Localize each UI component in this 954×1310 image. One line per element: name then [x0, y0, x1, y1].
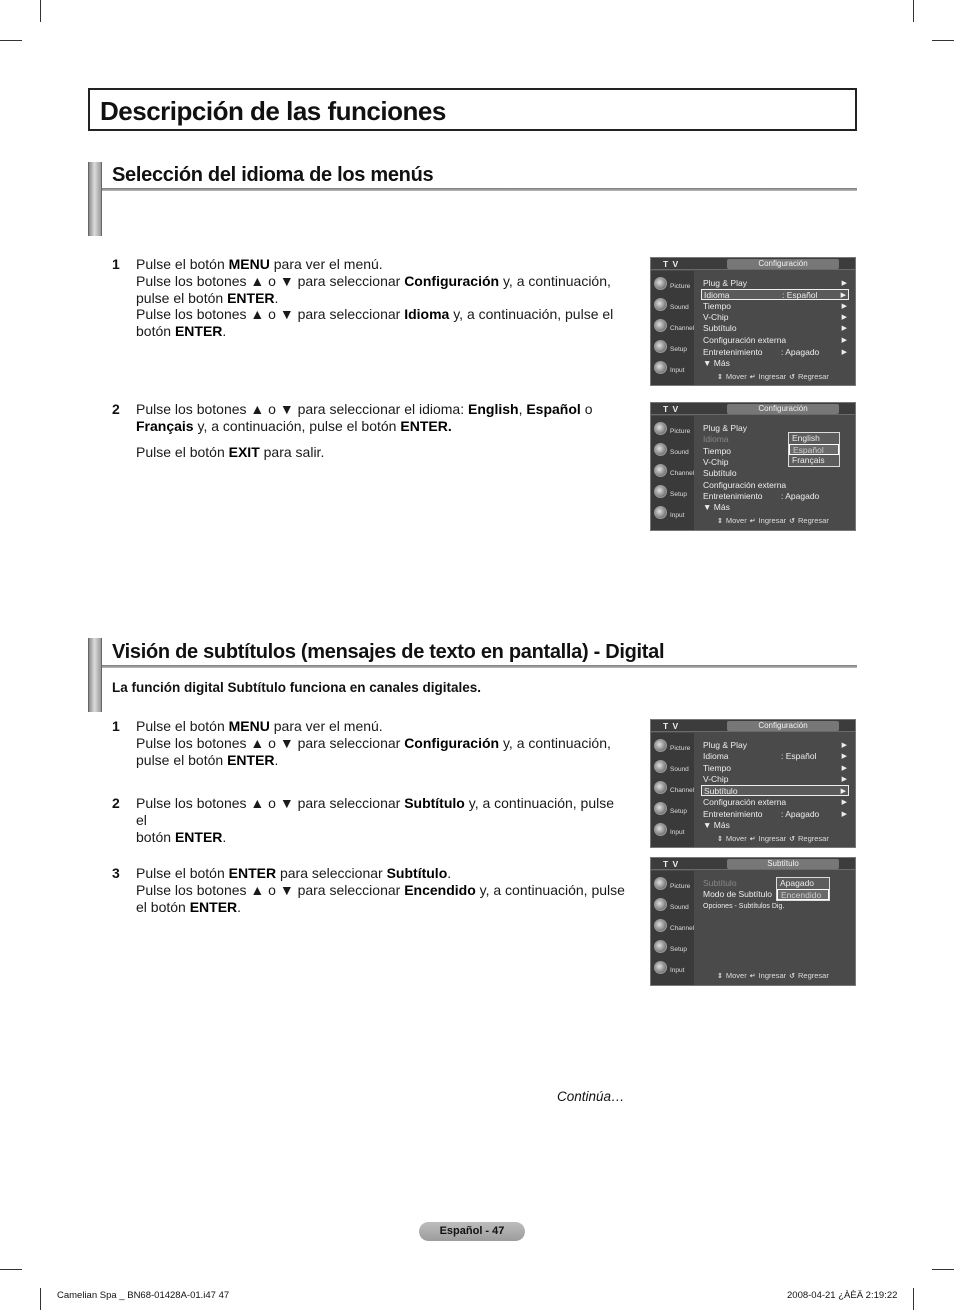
- crop-mark: [932, 40, 954, 41]
- crop-mark: [0, 1269, 22, 1270]
- sound-icon: Sound: [651, 296, 694, 317]
- setup-glyph: [654, 340, 667, 353]
- channel-icon: Channel: [651, 317, 694, 338]
- osd-item-subtitulo: Subtítulo ▶: [701, 785, 849, 796]
- print-footer-left: Camelian Spa _ BN68-01428A-01.i47 47: [57, 1290, 230, 1301]
- section-title-subtitles: Visión de subtítulos (mensajes de texto en pantalla) - Digital: [112, 641, 665, 663]
- osd-item-idioma: Idioma : Español ▶: [703, 751, 847, 761]
- section-rule: [102, 188, 857, 191]
- channel-icon: Channel: [651, 462, 694, 483]
- step-number: 1: [112, 256, 120, 272]
- osd-tv-label: T V: [663, 259, 680, 269]
- osd-item-tiempo: Tiempo: [703, 446, 732, 456]
- channel-glyph: [654, 319, 667, 332]
- sub-option-encendido: Encendido: [777, 889, 829, 900]
- osd-item-config-ext: Configuración externa: [703, 480, 787, 490]
- osd-more: ▼ Más: [703, 502, 730, 512]
- osd-more: ▼ Más: [703, 358, 730, 368]
- osd-item-entretenimiento: Entretenimiento : Apagado: [703, 491, 820, 501]
- channel-icon: Channel: [651, 779, 694, 800]
- input-glyph: [654, 361, 667, 374]
- tv-menu-screenshot: [650, 402, 856, 531]
- osd-item-entretenimiento: Entretenimiento : Apagado ▶: [703, 347, 847, 357]
- osd-tv-label: T V: [663, 859, 680, 869]
- osd-tv-label: T V: [663, 404, 680, 414]
- crop-mark: [913, 0, 914, 22]
- input-icon: Input: [651, 959, 694, 980]
- sound-icon: Sound: [651, 758, 694, 779]
- sound-icon: Sound: [651, 441, 694, 462]
- crop-mark: [40, 1288, 41, 1310]
- tv-menu-screenshot: [650, 857, 856, 986]
- osd-item-opciones: Opciones - Subtítulos Dig.: [703, 903, 785, 910]
- osd-nav-bar: ⇕ Mover ↵ Ingresar ↺ Regresar: [717, 372, 829, 381]
- osd-item-idioma: Idioma : Español ▶: [701, 289, 849, 300]
- step-number: 2: [112, 795, 120, 811]
- continued-note: Continúa…: [557, 1089, 625, 1104]
- tv-menu-screenshot: [650, 719, 856, 848]
- osd-item-modo: Modo de Subtítulo: [703, 889, 772, 899]
- picture-icon: Picture: [651, 420, 694, 441]
- crop-mark: [0, 40, 22, 41]
- osd-item-tiempo: Tiempo ▶: [703, 301, 847, 311]
- setup-icon: Setup: [651, 483, 694, 504]
- tv-menu-screenshot: [650, 257, 856, 386]
- step-number: 2: [112, 401, 120, 417]
- input-icon: Input: [651, 504, 694, 525]
- osd-item-vchip: V-Chip: [703, 457, 729, 467]
- setup-glyph: [654, 485, 667, 498]
- osd-more: ▼ Más: [703, 820, 730, 830]
- osd-item-subtitulo: Subtítulo: [703, 468, 737, 478]
- language-popup: [788, 432, 840, 467]
- setup-glyph: [654, 802, 667, 815]
- osd-item-plug: Plug & Play ▶: [703, 278, 847, 288]
- osd-tab: Configuración: [727, 721, 839, 731]
- osd-header: [651, 720, 855, 732]
- section-intro: La función digital Subtítulo funciona en canales digitales.: [112, 680, 482, 695]
- osd-item-tiempo: Tiempo ▶: [703, 763, 847, 773]
- step-text: Pulse el botón ENTER para seleccionar Subtítulo. Pulse los botones ▲ o ▼ para seleccionar Encendido y, a continuación, pulse el botón ENTER.: [136, 865, 625, 915]
- crop-mark: [932, 1269, 954, 1270]
- setup-icon: Setup: [651, 800, 694, 821]
- osd-nav-bar: ⇕ Mover ↵ Ingresar ↺ Regresar: [717, 971, 829, 980]
- input-glyph: [654, 823, 667, 836]
- picture-glyph: [654, 422, 667, 435]
- osd-tab: Configuración: [727, 404, 839, 414]
- section-title-language: Selección del idioma de los menús: [112, 164, 434, 186]
- picture-glyph: [654, 277, 667, 290]
- osd-item-plug: Plug & Play: [703, 423, 747, 433]
- setup-glyph: [654, 940, 667, 953]
- lang-option-francais: Français: [792, 455, 825, 465]
- picture-icon: Picture: [651, 875, 694, 896]
- lang-option-espanol: Español: [789, 444, 839, 455]
- crop-mark: [913, 1288, 914, 1310]
- page-title-box: [88, 88, 857, 131]
- section-rule: [102, 665, 857, 668]
- osd-item-vchip: V-Chip ▶: [703, 774, 847, 784]
- page-number-badge: Español - 47: [419, 1222, 525, 1241]
- step-text: Pulse los botones ▲ o ▼ para seleccionar el idioma: English, Español o Français y, a continuación, pulse el botón ENTER. Pulse el botón EXIT para salir.: [136, 401, 593, 460]
- page-title: Descripción de las funciones: [100, 96, 446, 126]
- picture-glyph: [654, 877, 667, 890]
- osd-header: [651, 258, 855, 270]
- input-icon: Input: [651, 359, 694, 380]
- osd-sidebar: [651, 871, 694, 985]
- step-text: Pulse el botón MENU para ver el menú. Pulse los botones ▲ o ▼ para seleccionar Configuración y, a continuación, pulse el botón ENTER. Pulse los botones ▲ o ▼ para seleccionar Idioma y, a continuación, pulse el botón ENTER.: [136, 256, 614, 340]
- step-number: 1: [112, 718, 120, 734]
- input-icon: Input: [651, 821, 694, 842]
- osd-header: [651, 403, 855, 415]
- osd-tab: Configuración: [727, 259, 839, 269]
- section-bar: [88, 638, 102, 712]
- sound-glyph: [654, 443, 667, 456]
- sound-icon: Sound: [651, 896, 694, 917]
- sub-option-apagado: Apagado: [780, 878, 815, 888]
- osd-item-vchip: V-Chip ▶: [703, 312, 847, 322]
- osd-sidebar: [651, 733, 694, 847]
- lang-option-english: English: [792, 433, 820, 443]
- osd-item-config-ext: Configuración externa ▶: [703, 335, 847, 345]
- osd-sidebar: [651, 416, 694, 530]
- channel-glyph: [654, 919, 667, 932]
- osd-header: [651, 858, 855, 870]
- step-text: Pulse los botones ▲ o ▼ para seleccionar Subtítulo y, a continuación, pulse el botón ENTER.: [136, 795, 615, 845]
- osd-item-subtitulo: Subtítulo ▶: [703, 323, 847, 333]
- picture-glyph: [654, 739, 667, 752]
- input-glyph: [654, 961, 667, 974]
- osd-item-config-ext: Configuración externa ▶: [703, 797, 847, 807]
- setup-icon: Setup: [651, 338, 694, 359]
- channel-icon: Channel: [651, 917, 694, 938]
- step-text: Pulse el botón MENU para ver el menú. Pulse los botones ▲ o ▼ para seleccionar Configuración y, a continuación, pulse el botón ENTER.: [136, 718, 611, 768]
- channel-glyph: [654, 781, 667, 794]
- setup-icon: Setup: [651, 938, 694, 959]
- osd-item-entretenimiento: Entretenimiento : Apagado ▶: [703, 809, 847, 819]
- osd-item-plug: Plug & Play ▶: [703, 740, 847, 750]
- print-footer-right: 2008-04-21 ¿ÀÈÄ 2:19:22: [787, 1290, 898, 1301]
- sound-glyph: [654, 898, 667, 911]
- osd-item-subtitulo: Subtítulo: [703, 878, 737, 888]
- osd-tv-label: T V: [663, 721, 680, 731]
- osd-nav-bar: ⇕ Mover ↵ Ingresar ↺ Regresar: [717, 834, 829, 843]
- picture-icon: Picture: [651, 275, 694, 296]
- osd-item-idioma: Idioma: [703, 434, 729, 444]
- section-bar: [88, 162, 102, 236]
- input-glyph: [654, 506, 667, 519]
- osd-tab: Subtítulo: [727, 859, 839, 869]
- osd-sidebar: [651, 271, 694, 385]
- picture-icon: Picture: [651, 737, 694, 758]
- channel-glyph: [654, 464, 667, 477]
- subtitle-popup: [776, 877, 830, 901]
- sound-glyph: [654, 760, 667, 773]
- osd-nav-bar: ⇕ Mover ↵ Ingresar ↺ Regresar: [717, 516, 829, 525]
- sound-glyph: [654, 298, 667, 311]
- step-number: 3: [112, 865, 120, 881]
- crop-mark: [40, 0, 41, 22]
